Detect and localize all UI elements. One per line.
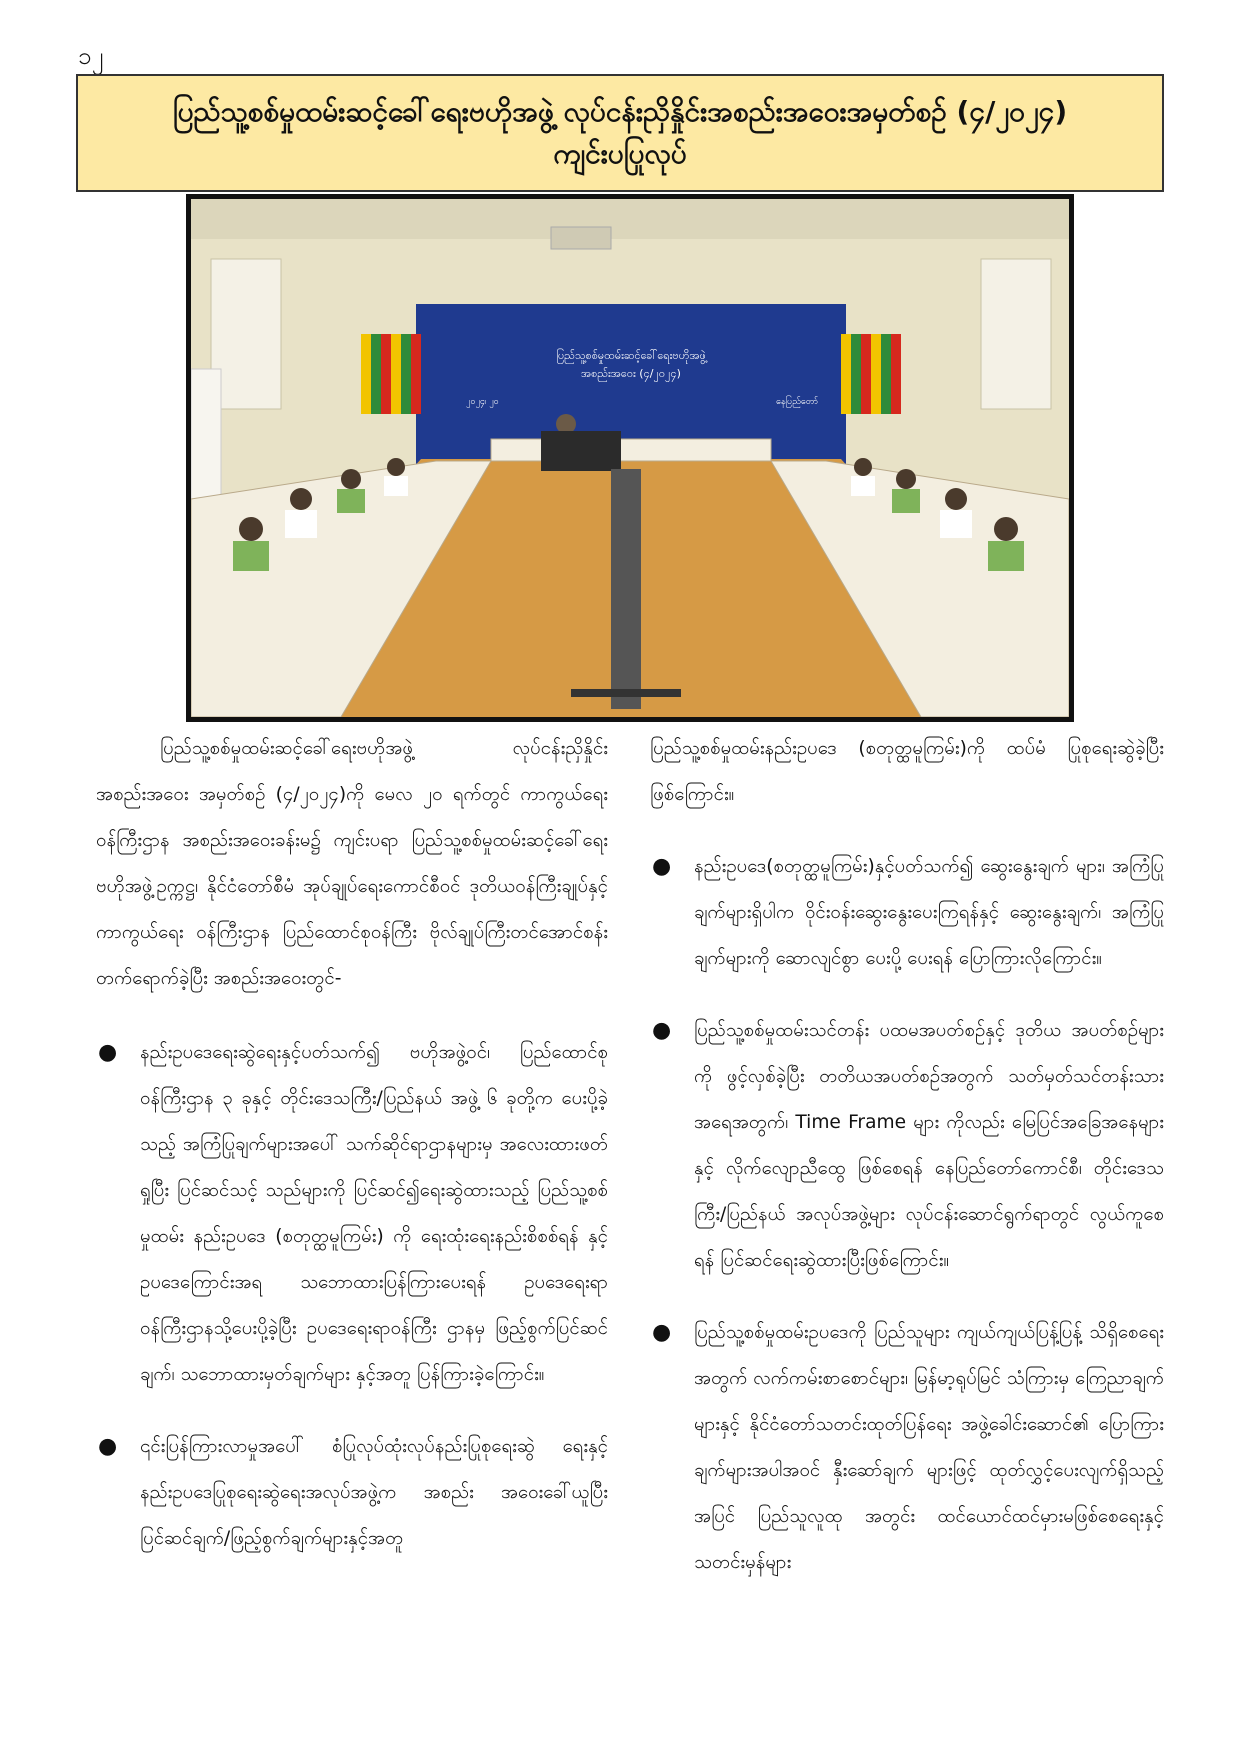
- continued-text: ပြည်သူ့စစ်မှုထမ်းနည်းဥပဒေ (စတုတ္ထမူကြမ်း)ကို ထပ်မံ ပြုစုရေးဆွဲခဲ့ပြီးဖြစ်ကြောင်း။: [650, 738, 1164, 805]
- headline-box: [76, 74, 1164, 192]
- bullet-text: ၎င်းပြန်ကြားလာမှုအပေါ် စံပြုလုပ်ထုံးလုပ်နည်းပြုစုရေးဆွဲ ရေးနှင့် နည်းဥပဒေပြုစုရေးဆွဲရေးအလုပ်အဖွဲ့က အစည်း အဝေးခေါ်ယူပြီး ပြင်ဆင်ချက်/ဖြည့်စွက်ချက်များနှင့်အတူ: [140, 1436, 608, 1549]
- backdrop-title-line-1: ပြည်သူ့စစ်မှုထမ်းဆင့်ခေါ်ရေးဗဟိုအဖွဲ့: [556, 349, 706, 362]
- flags-right: [841, 334, 901, 414]
- flags-left: [361, 334, 421, 414]
- backdrop-place: နေပြည်တော်: [776, 397, 819, 407]
- bullet-item: [650, 1008, 1164, 1284]
- headline-line-1: ပြည်သူ့စစ်မှုထမ်းဆင့်ခေါ်ရေးဗဟိုအဖွဲ့ လုပ်ငန်းညှိနှိုင်းအစည်းအဝေးအမှတ်စဉ် (၄/၂၀၂၄): [172, 95, 1068, 128]
- bullet-item: [96, 1424, 608, 1562]
- meeting-photo: [186, 194, 1074, 722]
- bullet-icon: ●: [98, 1434, 118, 1459]
- bullet-text: နည်းဥပဒေ(စတုတ္ထမူကြမ်း)နှင့်ပတ်သက်၍ ဆွေးနွေးချက် များ၊ အကြံပြုချက်များရှိပါက ဝိုင်းဝန်းဆွေးနွေးပေးကြရန်နှင့် ဆွေးနွေးချက်၊ အကြံပြုချက်များကို ဆောလျင်စွာ ပေးပို့ ပေးရန် ပြောကြားလိုကြောင်း။: [694, 856, 1164, 969]
- bullet-item: [650, 1310, 1164, 1586]
- bullet-icon: ●: [652, 1018, 672, 1043]
- article-column-left: [96, 726, 608, 1588]
- headline-line-2: ကျင်းပပြုလုပ်: [553, 137, 687, 170]
- bullet-item: [650, 844, 1164, 982]
- backdrop-title-line-2: အစည်းအဝေး (၄/၂၀၂၄): [581, 367, 681, 380]
- bullet-icon: ●: [98, 1040, 118, 1065]
- bullet-text: ပြည်သူ့စစ်မှုထမ်းဥပဒေကို ပြည်သူများ ကျယ်ကျယ်ပြန့်ပြန့် သိရှိစေရေးအတွက် လက်ကမ်းစာစောင်များ၊ မြန်မာ့ရုပ်မြင် သံကြားမှ ကြေညာချက်များနှင့် နိုင်ငံတော်သတင်းထုတ်ပြန်ရေး အဖွဲ့ခေါင်းဆောင်၏ ပြောကြားချက်များအပါအဝင် နှီးဆော်ချက် များဖြင့် ထုတ်လွှင့်ပေးလျက်ရှိသည့်အပြင် ပြည်သူလူထု အတွင်း ထင်ယောင်ထင်မှားမဖြစ်စေရေးနှင့် သတင်းမှန်များ: [694, 1322, 1164, 1573]
- bullet-icon: ●: [652, 854, 672, 879]
- bullet-icon: ●: [652, 1320, 672, 1345]
- backdrop-date: ၂၀၂၄၊ ၂၀: [466, 397, 499, 407]
- bullet-item: [96, 1030, 608, 1398]
- article-intro: ပြည်သူ့စစ်မှုထမ်းဆင့်ခေါ်ရေးဗဟိုအဖွဲ့ လုပ်ငန်းညှိနှိုင်း အစည်းအဝေး အမှတ်စဉ် (၄/၂၀၂၄)ကို မေလ ၂၀ ရက်တွင် ကာကွယ်ရေးဝန်ကြီးဌာန အစည်းအဝေးခန်းမ၌ ကျင်းပရာ ပြည်သူ့စစ်မှုထမ်းဆင့်ခေါ်ရေးဗဟိုအဖွဲ့ဥက္ကဋ္ဌ၊ နိုင်ငံတော်စီမံ အုပ်ချုပ်ရေးကောင်စီဝင် ဒုတိယဝန်ကြီးချုပ်နှင့် ကာကွယ်ရေး ဝန်ကြီးဌာန ပြည်ထောင်စုဝန်ကြီး ဗိုလ်ချုပ်ကြီးတင်အောင်စန်း တက်ရောက်ခဲ့ပြီး အစည်းအဝေးတွင်-: [96, 738, 608, 989]
- page-number: ၁၂: [78, 42, 104, 70]
- bullet-text: ပြည်သူ့စစ်မှုထမ်းသင်တန်း ပထမအပတ်စဉ်နှင့် ဒုတိယ အပတ်စဉ်များကို ဖွင့်လှစ်ခဲ့ပြီး တတိယအပတ်စဉ်အတွက် သတ်မှတ်သင်တန်းသားအရေအတွက်၊ Time Frame များ ကိုလည်း မြေပြင်အခြေအနေများနှင့် လိုက်လျောညီထွေ ဖြစ်စေရန် နေပြည်တော်ကောင်စီ၊ တိုင်းဒေသကြီး/ပြည်နယ် အလုပ်အဖွဲ့များ လုပ်ငန်းဆောင်ရွက်ရာတွင် လွယ်ကူစေရန် ပြင်ဆင်ရေးဆွဲထားပြီးဖြစ်ကြောင်း။: [694, 1020, 1164, 1271]
- bullet-text: နည်းဥပဒေရေးဆွဲရေးနှင့်ပတ်သက်၍ ဗဟိုအဖွဲ့ဝင်၊ ပြည်ထောင်စုဝန်ကြီးဌာန ၃ ခုနှင့် တိုင်းဒေသကြီး/ပြည်နယ် အဖွဲ့ ၆ ခုတို့က ပေးပို့ခဲ့သည့် အကြံပြုချက်များအပေါ် သက်ဆိုင်ရာဌာနများမှ အလေးထားဖတ်ရှုပြီး ပြင်ဆင်သင့် သည်များကို ပြင်ဆင်၍ရေးဆွဲထားသည့် ပြည်သူ့စစ်မှုထမ်း နည်းဥပဒေ (စတုတ္ထမူကြမ်း) ကို ရေးထုံးရေးနည်းစိစစ်ရန် နှင့် ဥပဒေကြောင်းအရ သဘောထားပြန်ကြားပေးရန် ဥပဒေရေးရာဝန်ကြီးဌာနသို့ပေးပို့ခဲ့ပြီး ဥပဒေရေးရာဝန်ကြီး ဌာနမှ ဖြည့်စွက်ပြင်ဆင်ချက်၊ သဘောထားမှတ်ချက်များ နှင့်အတူ ပြန်ကြားခဲ့ကြောင်း။: [140, 1042, 608, 1385]
- article-column-right: [650, 726, 1164, 1612]
